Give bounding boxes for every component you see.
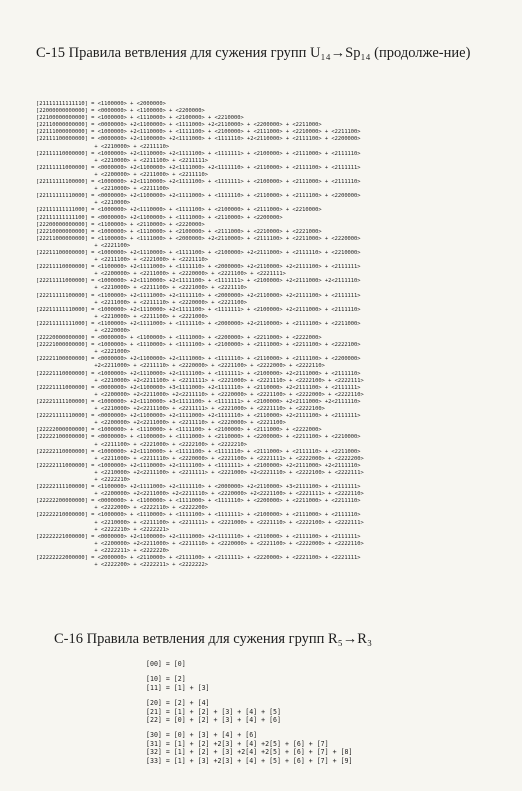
rule-line: [00] = [0] <box>146 660 186 668</box>
section-title-c15: С-15 Правила ветвления для сужения групп U₁₄→Sp₁₄ (продолже-ние) <box>36 45 471 61</box>
rule-line: [22221000000000] = <1000000> + <1110000> + <1111100> + <2100000> + <2111000> + <2211100> + <2222100> <box>36 342 361 349</box>
rule-line: + <2200000> + <2211000> + <2211110> <box>36 171 209 178</box>
rule-line: [22222222000000] = <2000000> + <2110000> + <2111100> + <2111111> + <2220000> + <2221100> + <2221111> <box>36 555 361 561</box>
rule-line: [22222000000000] = <1000000> + <1110000> + <1111100> + <2100000> + <2111000> + <2222000> <box>36 427 322 434</box>
rule-line: +2<2211000> + <2211110> + <2220000> + <2221100> + <2222000> + <2222110> <box>36 363 325 370</box>
rule-line: [22211111000000] = <1000000> +2<1110000> +2<1111100> + <1111111> + <2100000> +2<2111000> +2<2111110> <box>36 278 361 285</box>
rule-line: + <2210000> + <2211100> + <2221000> + <2221110> <box>36 285 247 292</box>
rule-line: [22111111111000] = <1000000> +2<1110000> + <1111100> + <2100000> + <2111000> + <2210000> <box>36 207 322 214</box>
rule-line: [22221110000000] = <1000000> +2<1110000> +2<1111100> + <1111111> + <2100000> +2<2111000> + <2111110> <box>36 370 361 377</box>
rule-line: + <2210000> + <2211100> + <2221000> <box>36 313 209 320</box>
rule-line: [32] = [1] + [2] + [3] +2[4] +2[5] + [6] + [7] + [8] <box>146 748 353 757</box>
rule-line: [22211111111000] = <1100000> +2<1111000> + <1111110> + <2000000> +2<2110000> + <2111100> + <2211000> <box>36 320 361 327</box>
rule-line: + <2211100> + <2221000> + <2221110> <box>36 257 209 264</box>
rule-line: [21111111111110] = <1100000> + <2000000> <box>36 101 166 107</box>
rule-line: [20] = [2] + [4] <box>146 699 210 708</box>
rule-line: + <2221100> <box>36 242 131 249</box>
rule-line: [22221100000000] = <0000000> +2<1100000> +2<1111000> + <1111110> + <2110000> + <2111100> + <2200000> <box>36 356 361 363</box>
rule-line: + <2210000> +2<2211100> + <2211111> + <2221000> +2<2221110> + <2222100> + <2222111> <box>36 469 364 476</box>
group-spacer <box>146 724 446 731</box>
rule-line: + <2210000> + <2211100> + <2211111> <box>36 157 209 164</box>
rule-line: [22211100000000] = <1000000> +2<1110000> + <1111100> + <2100000> +2<2111000> + <2111110> + <2210000> <box>36 249 361 256</box>
rule-line: + <2222211> + <2222220> <box>36 547 170 554</box>
rule-line: + <2211000> + <2211110> + <2220000> + <2221100> + <2221111> + <2222000> + <2222200> <box>36 455 364 462</box>
rule-line: [22000000000000] = <0000000> + <1100000> + <2200000> <box>36 108 205 115</box>
rule-line: + <2211000> + <2211110> + <2220000> + <2221100> <box>36 299 247 306</box>
rule-line: + <2210000> + <2211100> + <2211111> + <2221000> + <2221110> + <2222100> + <2222111> <box>36 519 364 526</box>
rule-line: [31] = [1] + [2] +2[3] + [4] +2[5] + [6] + [7] <box>146 739 329 748</box>
rule-line: [22222221000000] = <0000000> +2<1100000> +2<1111000> +2<1111110> + <2110000> + <2111100> + <2111111> <box>36 533 361 540</box>
group-spacer <box>146 668 446 675</box>
rule-line: [22211000000000] = <1100000> + <1111000> + <2000000> +2<2110000> + <2111100> + <2211000> + <2220000> <box>36 235 361 242</box>
rule-line: + <2210000> <box>36 200 131 207</box>
rule-line: [22222210000000] = <1000000> + <1110000> + <1111100> + <1111111> + <2100000> + <2111000> + <2111110> <box>36 512 361 519</box>
rule-line: [22222110000000] = <1000000> +2<1110000> + <1111100> + <1111110> + <2111000> + <2111110> + <2211000> <box>36 448 361 455</box>
rule-line: [22222111000000] = <1000000> +2<1110000> +2<1111100> + <1111111> + <2100000> +2<2111000> +2<2111110> <box>36 462 361 469</box>
rule-line: + <2200000> +2<2211000> +2<2211110> + <2220000> +2<2221100> + <2221111> + <2222110> <box>36 491 364 498</box>
branching-rules-table-c15 <box>36 101 520 569</box>
rule-line: + <2200000> +2<2211000> +2<2211110> + <2220000> + <2221100> + <2222000> + <2222110> <box>36 391 364 398</box>
rule-line: + <2220000> <box>36 328 131 334</box>
rule-line: [22221111000000] = <0000000> +2<1100000> +3<1111000> +2<1111110> + <2110000> +2<2111100> + <2111111> <box>36 384 361 391</box>
rule-line: [33] = [1] + [3] +2[3] + [4] + [5] + [6] + [7] + [9] <box>146 756 353 765</box>
rule-line: + <2222000> + <2222110> + <2222200> <box>36 505 209 512</box>
rule-line: [22211111110000] = <1000000> +2<1110000> +2<1111100> + <1111111> + <2100000> +2<2111000> + <2111110> <box>36 306 361 313</box>
rule-line: [22110000000000] = <0000000> +2<1100000> + <1111000> +2<2110000> + <2200000> + <2211000> <box>36 122 322 129</box>
rule-line: [22222111100000] = <1100000> +2<1111000> +2<1111110> + <2000000> +2<2110000> +3<2111100> + <2111111> <box>36 484 361 491</box>
rule-line: [10] = [2] <box>146 675 186 684</box>
section-title-c16: С-16 Правила ветвления для сужения групп R₅→R₃ <box>54 631 373 647</box>
rule-line: [11] = [1] + [3] <box>146 683 210 692</box>
rule-line: [22111111111100] = <0000000> +2<1100000> + <1111000> + <2110000> + <2200000> <box>36 214 283 221</box>
rule-line: [22221111110000] = <0000000> +2<1100000> +2<1111000> +2<1111110> + <2110000> +2<2111100> + <2111111> <box>36 413 361 420</box>
rule-line: + <2222210> + <2222221> <box>36 526 170 533</box>
rule-line: [22] = [0] + [2] + [3] + [4] + [6] <box>146 715 281 724</box>
rule-line: + <2210000> + <2211100> <box>36 186 170 193</box>
rule-line: [21] = [1] + [2] + [3] + [4] + [5] <box>146 707 281 716</box>
rule-line: [22111000000000] = <1000000> +2<1110000> + <1111100> + <2100000> + <2111000> + <2210000> + <2211100> <box>36 129 361 136</box>
rule-line: [22200000000000] = <1100000> + <2110000> + <2220000> <box>36 221 205 228</box>
rule-line: + <2200000> +2<2211000> + <2211110> + <2220000> + <2221100> <box>36 420 286 427</box>
rule-line: + <2210000> + <2211110> <box>36 143 170 150</box>
rule-line: + <2211100> + <2221000> + <2222100> + <2222210> <box>36 441 247 448</box>
group-spacer <box>146 692 446 699</box>
rule-line: [22111111000000] = <0000000> +2<1100000> +2<1111000> +2<1111110> + <2110000> + <2111100> + <2111111> <box>36 164 361 171</box>
rule-line: + <2210000> +2<2211100> + <2211111> + <2221000> + <2221110> + <2222100> <box>36 406 325 413</box>
rule-line: [22222200000000] = <0000000> + <1100000> + <1111000> + <1111110> + <2200000> + <2211000> + <2211110> <box>36 498 361 505</box>
rule-line: [22220000000000] = <0000000> + <1100000> + <1111000> + <2200000> + <2211000> + <2222000> <box>36 335 322 342</box>
rule-line: [22100000000000] = <1000000> + <1110000> + <2100000> + <2210000> <box>36 115 244 122</box>
rule-line: + <2200000> +2<2211000> + <2211110> + <2220000> + <2221100> + <2222000> + <2222110> <box>36 540 364 547</box>
rule-line: [30] = [0] + [3] + [4] + [6] <box>146 731 258 740</box>
rule-line: [22210000000000] = <1000000> + <1110000> + <2100000> + <2111000> + <2210000> + <2221000> <box>36 228 322 235</box>
branching-rules-table-c16 <box>146 660 446 765</box>
rule-line: [22111111110000] = <0000000> +2<1100000> +2<1111000> + <1111110> + <2110000> + <2111100> + <2200000> <box>36 193 361 200</box>
rule-line: + <2222200> + <2222211> + <2222222> <box>36 562 209 569</box>
rule-line: [22222100000000] = <0000000> + <1100000> + <1111000> + <2110000> + <2200000> + <2211100> + <2210000> <box>36 434 361 441</box>
rule-line: [22111111100000] = <1000000> +2<1110000> +2<1111100> + <1111111> + <2100000> + <2111000> + <2111110> <box>36 179 361 186</box>
rule-line: + <2200000> + <2211000> + <2220000> + <2221100> + <2221111> <box>36 271 286 278</box>
rule-line: + <2210000> +2<2211100> + <2211111> + <2221000> + <2221110> + <2222100> + <2222111> <box>36 377 364 384</box>
rule-line: + <2222210> <box>36 476 131 483</box>
rule-line: [22211110000000] = <1100000> +2<1111000> + <1111110> + <2000000> +2<2110000> +2<2111100> + <2111111> <box>36 264 361 271</box>
rule-line: [22111100000000] = <0000000> +2<1100000> +2<1111000> + <1111110> +2<2110000> + <2111100> + <2200000> <box>36 136 361 143</box>
rule-line: [22211111100000] = <1100000> +2<1111000> +2<1111110> + <2000000> +2<2110000> +2<2111100> + <2111111> <box>36 292 361 299</box>
rule-line: + <2221000> <box>36 349 131 356</box>
rule-line: [22221111100000] = <1000000> +2<1110000> +3<1111100> + <1111111> + <2100000> +2<2111000> +2<2111110> <box>36 398 361 405</box>
rule-line: [22111110000000] = <1000000> +2<1110000> +2<1111100> + <1111111> + <2100000> + <2111000> + <2111110> <box>36 150 361 157</box>
